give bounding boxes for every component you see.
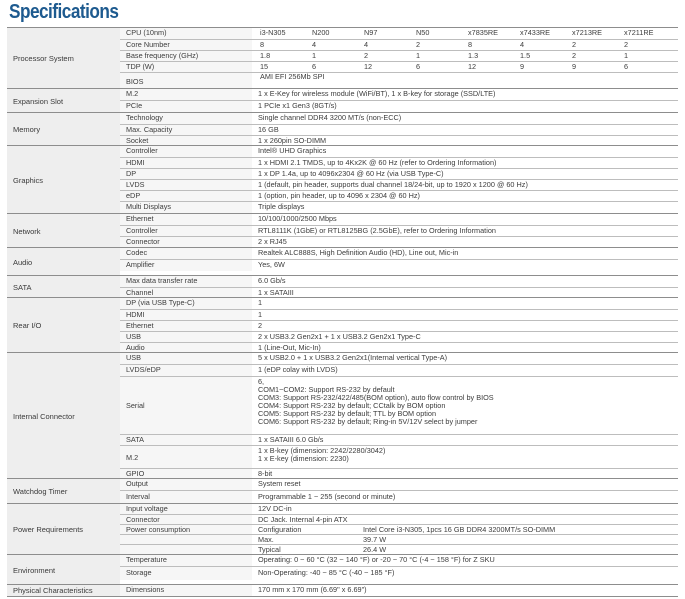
field-label: DP (via USB Type-C) [126,298,195,307]
field-label: BIOS [126,77,144,86]
spec-value: 1 (option, pin header, up to 4096 x 2304 @ 60 Hz) [258,191,420,200]
field-label: LVDS [126,180,145,189]
field-cell [120,89,252,100]
spec-value: Non-Operating: -40 ~ 85 °C (-40 ~ 185 °F) [258,568,395,577]
spec-value: System reset [258,479,301,488]
spec-row [120,259,678,271]
group-power [7,503,678,555]
spec-value: 1 [416,51,421,60]
group-memory [7,112,678,146]
spec-row [120,445,678,469]
spec-value: 2 x RJ45 [258,237,287,246]
spec-value: 1 [258,310,263,319]
spec-value: Operating: 0 ~ 60 °C (32 ~ 140 °F) or -20 ~ 70 °C (-4 ~ 158 °F) for Z SKU [258,555,495,564]
field-label: Core Number [126,40,170,49]
spec-value: Intel Core i3-N305, 1pcs 16 GB DDR4 3200MT/s SO-DIMM [363,525,556,534]
group-internal [7,352,678,479]
spec-value: 15 [260,62,269,71]
spec-value: 170 mm x 170 mm (6.69" x 6.69") [258,585,367,594]
field-cell [120,446,252,469]
spec-row [120,479,678,490]
field-label: USB [126,332,142,341]
field-label: Technology [126,113,163,122]
field-label: Controller [126,146,158,155]
field-label: Controller [126,226,158,235]
field-label: Storage [126,568,152,577]
group-audio [7,247,678,276]
spec-value: 1 [624,51,629,60]
spec-value-line: 6, [258,377,265,386]
spec-value: 9 [572,62,577,71]
model-name: N200 [312,28,330,37]
field-label: Power consumption [126,525,191,534]
spec-value: 2 [572,51,577,60]
field-label: HDMI [126,310,145,319]
group-physical [7,584,678,597]
spec-row [120,585,678,596]
spec-row [120,28,678,39]
field-label: Amplifier [126,260,155,269]
spec-value: 1 (eDP colay with LVDS) [258,365,338,374]
field-label: Connector [126,237,160,246]
spec-row [120,298,678,309]
spec-value: 5 x USB2.0 + 1 x USB3.2 Gen2x1(Internal vertical Type-A) [258,353,448,362]
spec-value: 12V DC-in [258,504,292,513]
field-label: Output [126,479,148,488]
spec-value: 12 [468,62,477,71]
field-label: Socket [126,136,149,145]
field-label: Multi Displays [126,202,172,211]
spec-value: 1.3 [468,51,479,60]
spec-value: 6 [624,62,629,71]
spec-value: 2 [416,40,421,49]
spec-value-line: 1 x E-key (dimension: 2230) [258,454,349,463]
field-label: Input voltage [126,504,168,513]
category-label: Watchdog Timer [7,479,120,504]
field-label: Codec [126,248,148,257]
field-label: CPU (10nm) [126,28,167,37]
category-label: SATA [7,276,120,298]
spec-value: Triple displays [258,202,305,211]
group-sata [7,275,678,298]
spec-value: DC Jack. Internal 4-pin ATX [258,515,348,524]
field-label: M.2 [126,89,139,98]
group-processor [7,27,678,89]
group-watchdog [7,478,678,504]
spec-value: 2 x USB3.2 Gen2x1 + 1 x USB3.2 Gen2x1 Type-C [258,332,421,341]
spec-value: 26.4 W [363,545,387,554]
category-label: Internal Connector [7,353,120,479]
spec-value: 4 [364,40,369,49]
field-label: USB [126,353,142,362]
spec-value: 1 x SATAIII 6.0 Gb/s [258,435,324,444]
field-label: eDP [126,191,141,200]
field-label: Ethernet [126,214,154,223]
spec-value: Yes, 6W [258,260,285,269]
spec-row [120,113,678,124]
category-label: Rear I/O [7,298,120,353]
field-label: TDP (W) [126,62,155,71]
spec-value: 1 [312,51,317,60]
field-label: M.2 [126,453,139,462]
group-network [7,213,678,248]
spec-value-line: COM5: Support RS-232 by default; TTL by BOM option [258,409,437,418]
spec-value: 2 [624,40,629,49]
category-label: Power Requirements [7,504,120,555]
spec-value-line: 1 x B-key (dimension: 2242/2280/3042) [258,446,386,455]
spec-value: 39.7 W [363,535,387,544]
spec-value-line: COM1~COM2: Support RS-232 by default [258,385,395,394]
field-label: Dimensions [126,585,165,594]
spec-value-line: COM6: Support RS-232 by default; Ring-in 5V/12V select by jumper [258,417,478,426]
category-label: Network [7,214,120,248]
field-label: HDMI [126,158,145,167]
spec-value: AMI EFI 256Mb SPI [260,72,325,81]
model-name: i3-N305 [260,28,286,37]
specifications-table [7,27,678,595]
group-rear-io [7,297,678,353]
field-label: Channel [126,288,154,297]
spec-value: 1 (default, pin header, supports dual channel 18/24-bit, up to 1920 x 1200 @ 60 Hz) [258,180,528,189]
category-label: Expansion Slot [7,89,120,113]
category-label: Graphics [7,146,120,214]
spec-row [120,376,678,435]
spec-value: 2 [572,40,577,49]
spec-row [120,276,678,287]
field-label: Max. Capacity [126,125,173,134]
spec-row [120,214,678,225]
spec-value: 6.0 Gb/s [258,276,286,285]
field-label: Temperature [126,555,167,564]
spec-row [120,555,678,566]
spec-value: Programmable 1 ~ 255 (second or minute) [258,492,396,501]
spec-row [120,353,678,364]
sub-label: Typical [258,545,281,554]
spec-value: 1 x SATAIII [258,288,294,297]
spec-row [120,146,678,157]
model-name: x7433RE [520,28,551,37]
category-label: Memory [7,113,120,146]
spec-value: 8 [468,40,473,49]
field-label: PCIe [126,101,143,110]
spec-value: 6 [312,62,317,71]
category-label: Environment [7,555,120,585]
spec-row [120,566,678,580]
category-label: Audio [7,248,120,276]
spec-value: 8-bit [258,469,273,478]
spec-value: 6 [416,62,421,71]
field-label: Serial [126,401,145,410]
spec-value: Realtek ALC888S, High Definition Audio (HD), Line out, Mic-in [258,248,459,257]
spec-value: 1 x E-Key for wireless module (WiFi/BT), 1 x B-key for storage (SSD/LTE) [258,89,496,98]
model-name: x7835RE [468,28,499,37]
group-expansion [7,88,678,113]
field-label: Max data transfer rate [126,276,198,285]
spec-value: 1 [258,298,263,307]
field-label: GPIO [126,469,145,478]
field-label: DP [126,169,137,178]
model-name: x7211RE [624,28,654,37]
spec-value: 1.5 [520,51,531,60]
spec-value: 1 x HDMI 2.1 TMDS, up to 4Kx2K @ 60 Hz (refer to Ordering Information) [258,158,497,167]
field-label: LVDS/eDP [126,365,161,374]
category-label: Processor System [7,28,120,89]
model-name: N50 [416,28,430,37]
spec-value: 1.8 [260,51,271,60]
spec-value: 1 x 260pin SO-DIMM [258,136,327,145]
group-graphics [7,145,678,214]
spec-row [120,89,678,100]
field-label: Connector [126,515,160,524]
spec-value: 4 [312,40,317,49]
spec-value: 4 [520,40,525,49]
model-name: N97 [364,28,378,37]
field-label: Interval [126,492,150,501]
field-label: Base frequency (GHz) [126,51,199,60]
page-title: Specifications [9,1,119,23]
spec-value: 2 [258,321,263,330]
group-environment [7,554,678,585]
spec-row [120,248,678,259]
field-label: Ethernet [126,321,154,330]
spec-value: Intel® UHD Graphics [258,146,327,155]
category-label: Physical Characteristics [7,585,120,596]
spec-value: 1 x DP 1.4a, up to 4096x2304 @ 60 Hz (via USB Type-C) [258,169,444,178]
model-name: x7213RE [572,28,603,37]
spec-value: Single channel DDR4 3200 MT/s (non-ECC) [258,113,402,122]
spec-value-line: COM3: Support RS-232/422/485(BOM option), auto flow control by BIOS [258,393,494,402]
spec-value: 12 [364,62,373,71]
spec-value: 9 [520,62,525,71]
spec-value: 1 (Line-Out, Mic-In) [258,343,321,352]
spec-value: 8 [260,40,265,49]
field-label: Audio [126,343,145,352]
field-label: SATA [126,435,144,444]
spec-value: 16 GB [258,125,279,134]
sub-label: Configuration [258,525,302,534]
spec-value-line: COM4: Support RS-232 by default; CCtalk by BOM option [258,401,446,410]
sub-label: Max. [258,535,274,544]
spec-row [120,504,678,514]
spec-value: 1 PCIe x1 Gen3 (8GT/s) [258,101,337,110]
spec-value: 10/100/1000/2500 Mbps [258,214,337,223]
spec-value: RTL8111K (1GbE) or RTL8125BG (2.5GbE), refer to Ordering Information [258,226,496,235]
spec-value: 2 [364,51,369,60]
